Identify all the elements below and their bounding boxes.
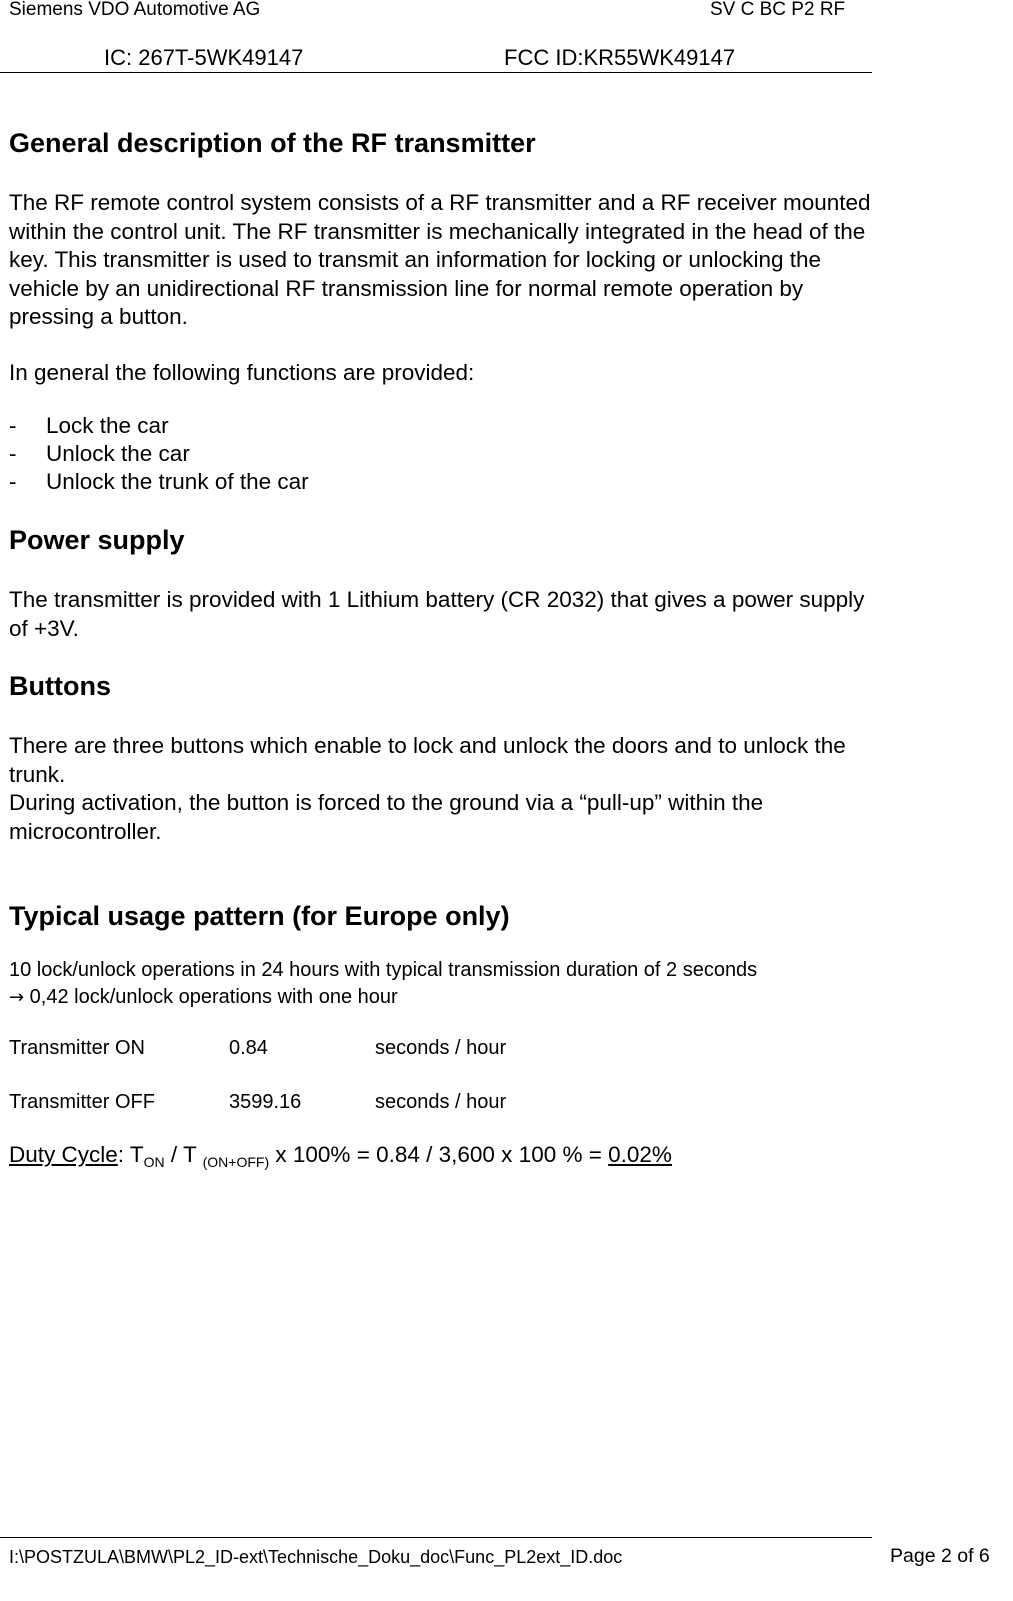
list-item: Unlock the car — [46, 441, 190, 466]
row-value: 3599.16 — [229, 1091, 302, 1113]
usage-line-1: 10 lock/unlock operations in 24 hours with typical transmission duration of 2 seconds — [9, 959, 758, 981]
buttons-paragraph: There are three buttons which enable to lock and unlock the doors and to unlock the trunk. — [9, 733, 846, 787]
duty-cycle-formula: Duty Cycle: $T_{ON}$ / T $_{(ON+OFF)}$ x 100% = 0.84 / 3,600 x 100 % = 0.02% — [9, 1142, 672, 1170]
buttons-paragraph-activation: During activation, the button is forced to the ground via a “pull-up” within the microcontroller. — [9, 790, 764, 844]
list-item: Lock the car — [46, 413, 169, 438]
header-ic-number: IC: 267T-5WK49147 — [104, 45, 304, 70]
functions-intro: In general the following functions are provided: — [9, 360, 475, 385]
list-bullet: - — [9, 441, 17, 466]
usage-line-2 — [9, 986, 398, 1009]
header-company: Siemens VDO Automotive AG — [9, 0, 261, 20]
duty-cycle-label: Duty Cycle — [9, 1142, 118, 1167]
row-value: 0.84 — [229, 1037, 268, 1059]
footer-page-number: Page 2 of 6 — [890, 1545, 990, 1567]
arrow-icon: → — [9, 987, 25, 1008]
power-paragraph: The transmitter is provided with 1 Lithium battery (CR 2032) that gives a power supply of +3V. — [9, 587, 865, 641]
row-label: Transmitter ON — [9, 1037, 145, 1059]
footer-divider — [0, 1537, 872, 1538]
list-bullet: - — [9, 413, 17, 438]
header-divider — [0, 72, 872, 73]
section-title-general: General description of the RF transmitter — [9, 128, 536, 158]
list-item: Unlock the trunk of the car — [46, 469, 309, 494]
section-title-power: Power supply — [9, 525, 185, 555]
duty-cycle-result: 0.02% — [608, 1142, 672, 1167]
row-label: Transmitter OFF — [9, 1091, 155, 1113]
usage-rate: 0,42 lock/unlock operations with one hour — [29, 986, 398, 1008]
section-title-usage: Typical usage pattern (for Europe only) — [9, 901, 510, 931]
list-bullet: - — [9, 469, 17, 494]
header-department: SV C BC P2 RF — [710, 0, 846, 20]
header-fcc-id: FCC ID:KR55WK49147 — [504, 45, 736, 70]
row-unit: seconds / hour — [375, 1091, 507, 1113]
row-unit: seconds / hour — [375, 1037, 507, 1059]
footer-file-path: I:\POSTZULA\BMW\PL2_ID-ext\Technische_Doku_doc\Func_PL2ext_ID.doc — [9, 1547, 623, 1567]
general-paragraph: The RF remote control system consists of a RF transmitter and a RF receiver mounted within the control unit. The RF transmitter is mechanically integrated in the head of the key. This transmitter is used to transmit an information for locking or unlocking the vehicle by an unidirectional RF transmission line for normal remote operation by pressing a button. — [9, 190, 871, 330]
section-title-buttons: Buttons — [9, 671, 111, 701]
